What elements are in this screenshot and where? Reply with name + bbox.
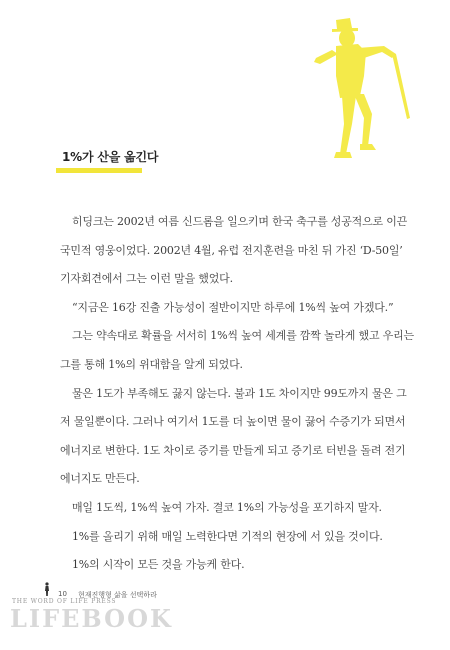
text-line: 1%의 시작이 모든 것을 가능케 한다. [72, 558, 245, 572]
title-underline [56, 168, 142, 173]
text-line: 1%를 올리기 위해 매일 노력한다면 기적의 현장에 서 있을 것이다. [72, 529, 383, 543]
text-line: 국민적 영웅이었다. 2002년 4월, 유럽 전지훈련을 마친 뒤 가진 ‘D-50일’ [60, 243, 403, 257]
text-line: 물은 1도가 부족해도 끓지 않는다. 불과 1도 차이지만 99도까지 물은 그 [72, 386, 407, 400]
paragraph [60, 322, 414, 379]
text-line: 에너지로 변한다. 1도 차이로 증기를 만들게 되고 증기로 터빈을 돌려 전기 [60, 443, 406, 457]
logo-subtitle: THE WORD OF LIFE PRESS [12, 598, 117, 605]
text-line: 매일 1도씩, 1%씩 높여 가자. 결코 1%의 가능성을 포기하지 말자. [72, 500, 382, 514]
body-text [60, 208, 414, 580]
paragraph [60, 208, 408, 294]
paragraph [60, 494, 390, 523]
paragraph [60, 523, 390, 552]
text-line: 에너지도 만든다. [60, 472, 140, 486]
paragraph [60, 294, 394, 323]
text-line: 그는 약속대로 확률을 서서히 1%씩 높여 세계를 깜짝 놀라게 했고 우리는 [72, 329, 414, 343]
paragraph [60, 380, 407, 494]
page-number: 10 [58, 590, 67, 598]
text-line: 저 물일뿐이다. 그러나 여기서 1도를 더 높이면 물이 끓어 수증기가 되면서 [60, 415, 406, 429]
text-line: 기자회견에서 그는 이런 말을 했었다. [60, 272, 233, 286]
dancing-man-silhouette-icon [306, 14, 416, 164]
small-figure-icon [44, 582, 50, 596]
text-line: 그를 통해 1%의 위대함을 알게 되었다. [60, 357, 243, 371]
text-line: 히딩크는 2002년 여름 신드롬을 일으키며 한국 축구를 성공적으로 이끈 [72, 215, 408, 228]
text-line: “지금은 16강 진출 가능성이 절반이지만 하루에 1%씩 높여 가겠다.” [72, 300, 394, 314]
publisher-logo: LIFEBOOK [10, 604, 173, 633]
paragraph [60, 551, 390, 580]
chapter-title: 1%가 산을 옮긴다 [62, 150, 159, 164]
running-title: 현재진행형 삶을 선택하라 [78, 591, 157, 599]
